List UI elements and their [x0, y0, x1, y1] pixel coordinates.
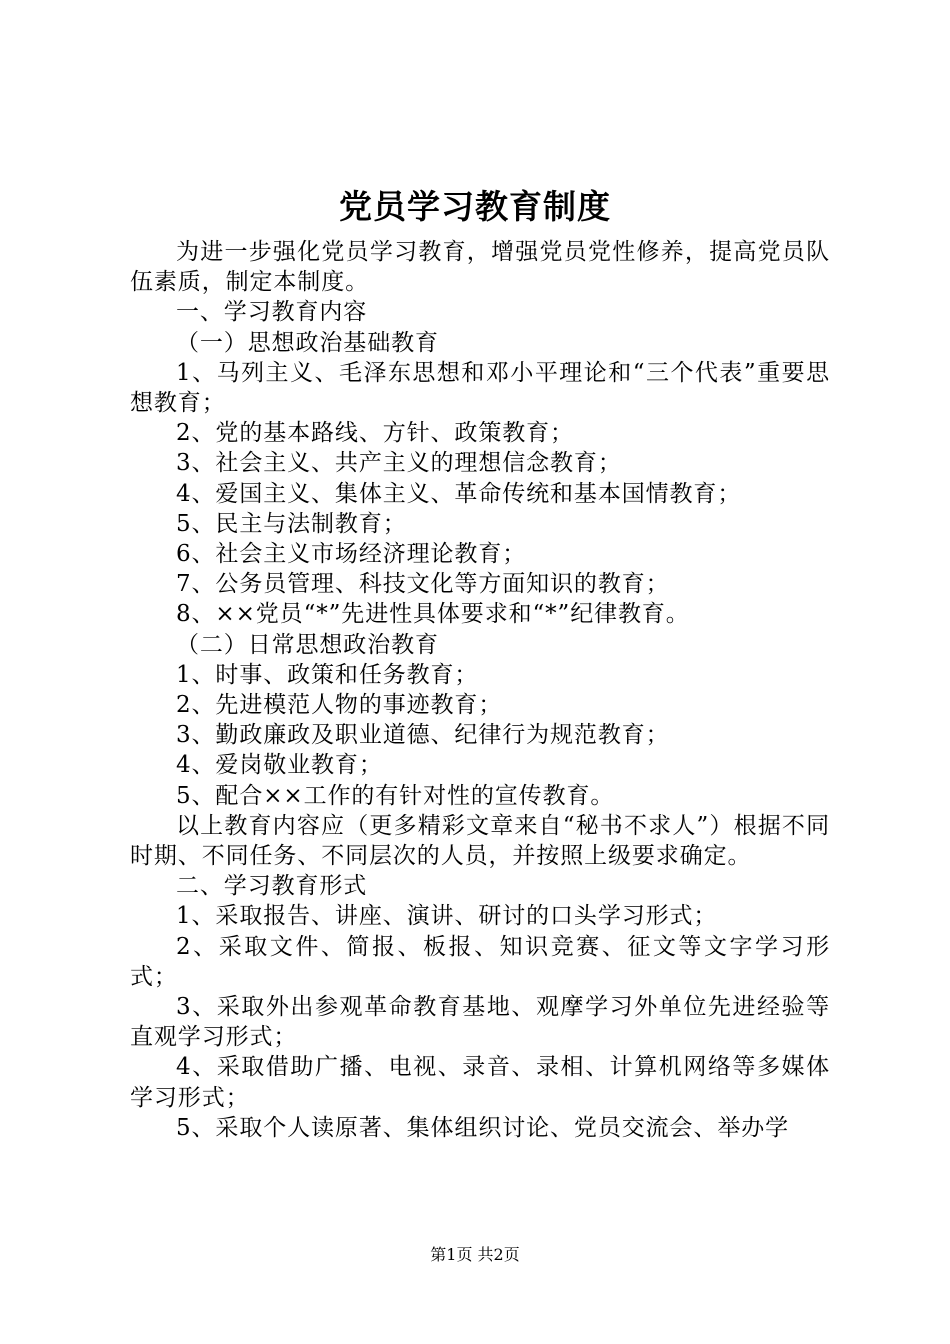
list-item: 1、采取报告、讲座、演讲、研讨的口头学习形式； — [176, 903, 718, 930]
list-item: 2、党的基本路线、方针、政策教育； — [176, 420, 574, 447]
list-item: 2、先进模范人物的事迹教育； — [176, 692, 503, 719]
summary-paragraph: 以上教育内容应（更多精彩文章来自“秘书不求人”）根据不同时期、不同任务、不同层次的人员，并按照上级要求确定。 — [130, 812, 830, 870]
list-item: 5、民主与法制教育； — [176, 510, 407, 537]
list-item: 4、爱岗敬业教育； — [176, 752, 383, 779]
list-item: 1、马列主义、毛泽东思想和邓小平理论和“三个代表”重要思想教育； — [130, 359, 830, 417]
page-footer: 第1页 共2页 — [430, 1245, 520, 1264]
subsection-heading-2: （二）日常思想政治教育 — [176, 631, 439, 658]
document-title: 党员学习教育制度 — [339, 187, 611, 226]
list-item: 1、时事、政策和任务教育； — [176, 661, 479, 688]
list-item: 7、公务员管理、科技文化等方面知识的教育； — [176, 571, 670, 598]
list-item: 5、采取个人读原著、集体组织讨论、党员交流会、举办学 — [176, 1114, 790, 1141]
list-item: 5、配合××工作的有针对性的宣传教育。 — [176, 782, 615, 809]
list-item: 2、采取文件、简报、板报、知识竞赛、征文等文字学习形式； — [130, 933, 830, 990]
list-item: 6、社会主义市场经济理论教育； — [176, 541, 527, 568]
intro-paragraph: 为进一步强化党员学习教育，增强党员党性修养，提高党员队伍素质，制定本制度。 — [130, 239, 830, 296]
list-item: 4、采取借助广播、电视、录音、录相、计算机网络等多媒体学习形式； — [130, 1054, 830, 1111]
list-item: 8、××党员“*”先进性具体要求和“*”纪律教育。 — [176, 601, 690, 628]
section-heading-1: 一、学习教育内容 — [176, 299, 368, 326]
subsection-heading-1: （一）思想政治基础教育 — [176, 329, 439, 356]
list-item: 3、社会主义、共产主义的理想信念教育； — [176, 450, 622, 477]
list-item: 4、爱国主义、集体主义、革命传统和基本国情教育； — [176, 480, 742, 507]
list-item: 3、采取外出参观革命教育基地、观摩学习外单位先进经验等直观学习形式； — [130, 994, 830, 1051]
section-heading-2: 二、学习教育形式 — [176, 873, 368, 900]
list-item: 3、勤政廉政及职业道德、纪律行为规范教育； — [176, 722, 670, 749]
document-body — [130, 237, 830, 1143]
